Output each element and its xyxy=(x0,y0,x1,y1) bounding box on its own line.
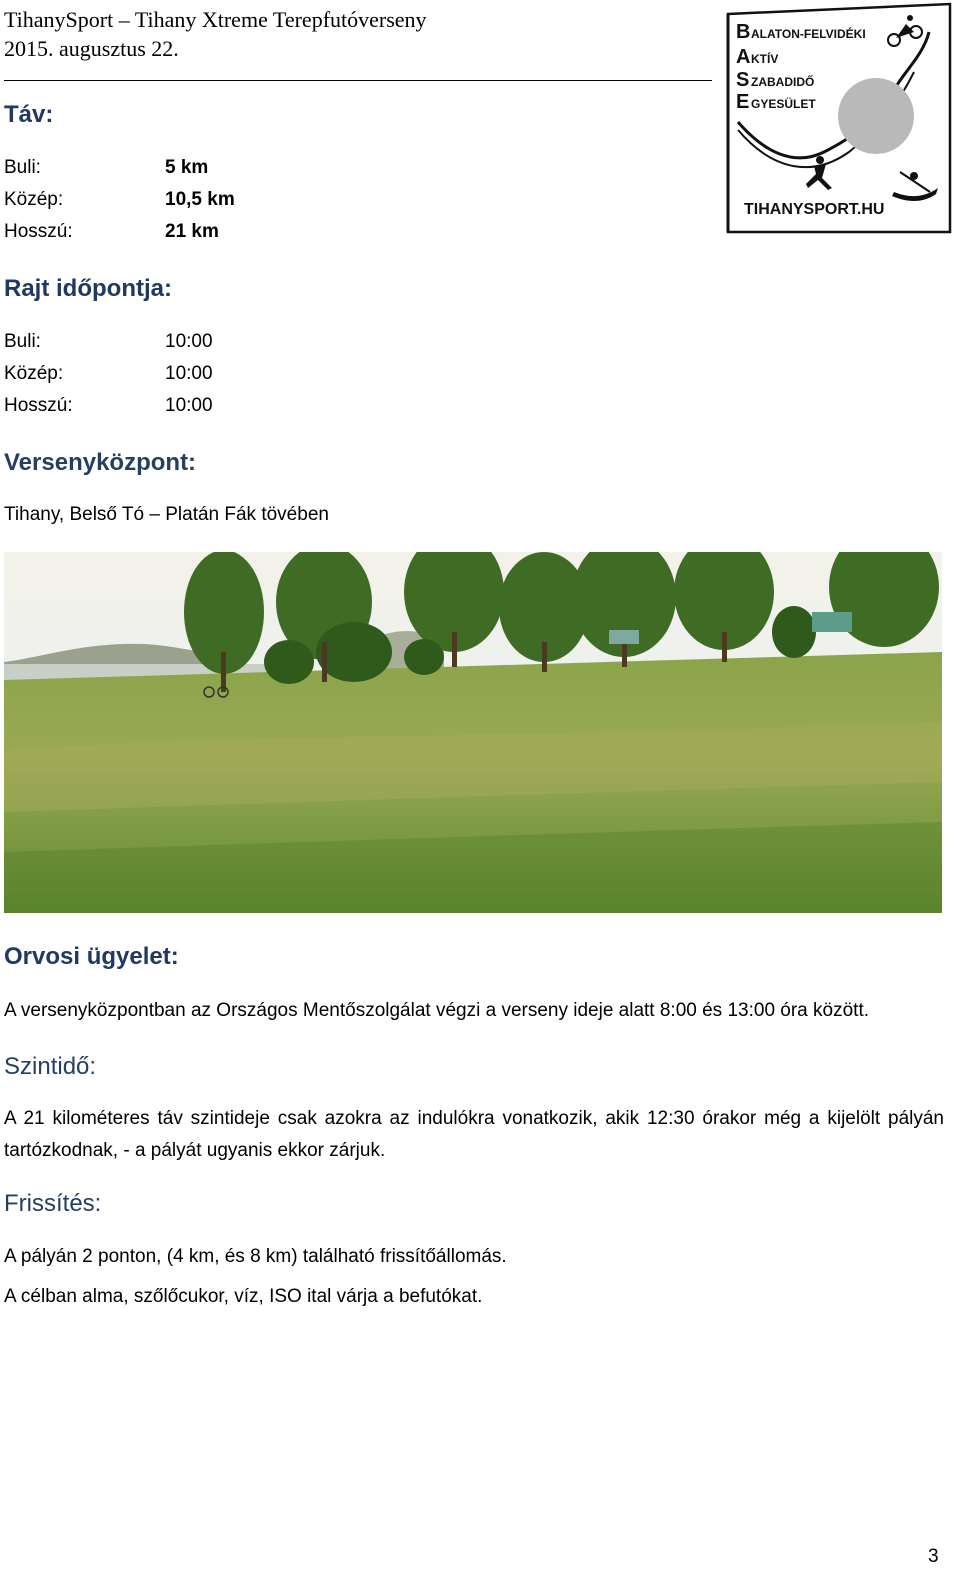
start-value-long: 10:00 xyxy=(165,395,213,416)
time-limit-text: A 21 kilométeres táv szintideje csak azokra az indulókra vonatkozik, akik 12:30 órakor még a kijelölt pályán tartózkodnak, - a pályát ugyanis ekkor zárjuk. xyxy=(4,1108,944,1161)
distance-value-short: 5 km xyxy=(165,157,209,178)
distance-label-short: Buli: xyxy=(4,157,41,178)
logo-initial-e: E xyxy=(736,91,750,113)
logo-word-4: GYESÜLET xyxy=(751,97,816,111)
document-title: TihanySport – Tihany Xtreme Terepfutóverseny xyxy=(4,7,427,32)
start-label-medium: Közép: xyxy=(4,363,64,384)
club-logo xyxy=(724,2,954,236)
refreshment-heading: Frissítés: xyxy=(4,1190,102,1217)
medical-text: A versenyközpontban az Országos Mentőszolgálat végzi a verseny ideje alatt 8:00 és 13:00 óra között. xyxy=(4,1000,870,1021)
page-number: 3 xyxy=(928,1546,939,1567)
distance-heading: Táv: xyxy=(4,101,54,128)
race-center-text: Tihany, Belső Tó – Platán Fák tövében xyxy=(4,504,329,525)
logo-word-3: ZABADIDŐ xyxy=(751,75,815,89)
logo-word-1: ALATON-FELVIDÉKI xyxy=(751,27,866,41)
distance-label-medium: Közép: xyxy=(4,189,64,210)
distance-value-long: 21 km xyxy=(165,221,219,242)
logo-initial-a: A xyxy=(736,46,751,68)
refreshment-finish-text: A célban alma, szőlőcukor, víz, ISO ital várja a befutókat. xyxy=(4,1286,483,1307)
refreshment-stations-text: A pályán 2 ponton, (4 km, és 8 km) található frissítőállomás. xyxy=(4,1246,507,1267)
medical-heading: Orvosi ügyelet: xyxy=(4,943,179,970)
header-rule xyxy=(4,80,712,81)
race-center-heading: Versenyközpont: xyxy=(4,449,197,476)
race-center-photo xyxy=(4,552,942,913)
logo-initial-b: B xyxy=(736,21,751,43)
distance-label-long: Hosszú: xyxy=(4,221,73,242)
start-value-medium: 10:00 xyxy=(165,363,213,384)
document-date: 2015. augusztus 22. xyxy=(4,36,179,61)
start-value-short: 10:00 xyxy=(165,331,213,352)
time-limit-heading: Szintidő: xyxy=(4,1053,97,1080)
logo-website: TIHANYSPORT.HU xyxy=(744,201,885,218)
start-label-short: Buli: xyxy=(4,331,41,352)
start-label-long: Hosszú: xyxy=(4,395,73,416)
logo-word-2: KTÍV xyxy=(751,52,779,66)
distance-value-medium: 10,5 km xyxy=(165,189,235,210)
logo-initial-s: S xyxy=(736,69,750,91)
start-time-heading: Rajt időpontja: xyxy=(4,275,172,302)
